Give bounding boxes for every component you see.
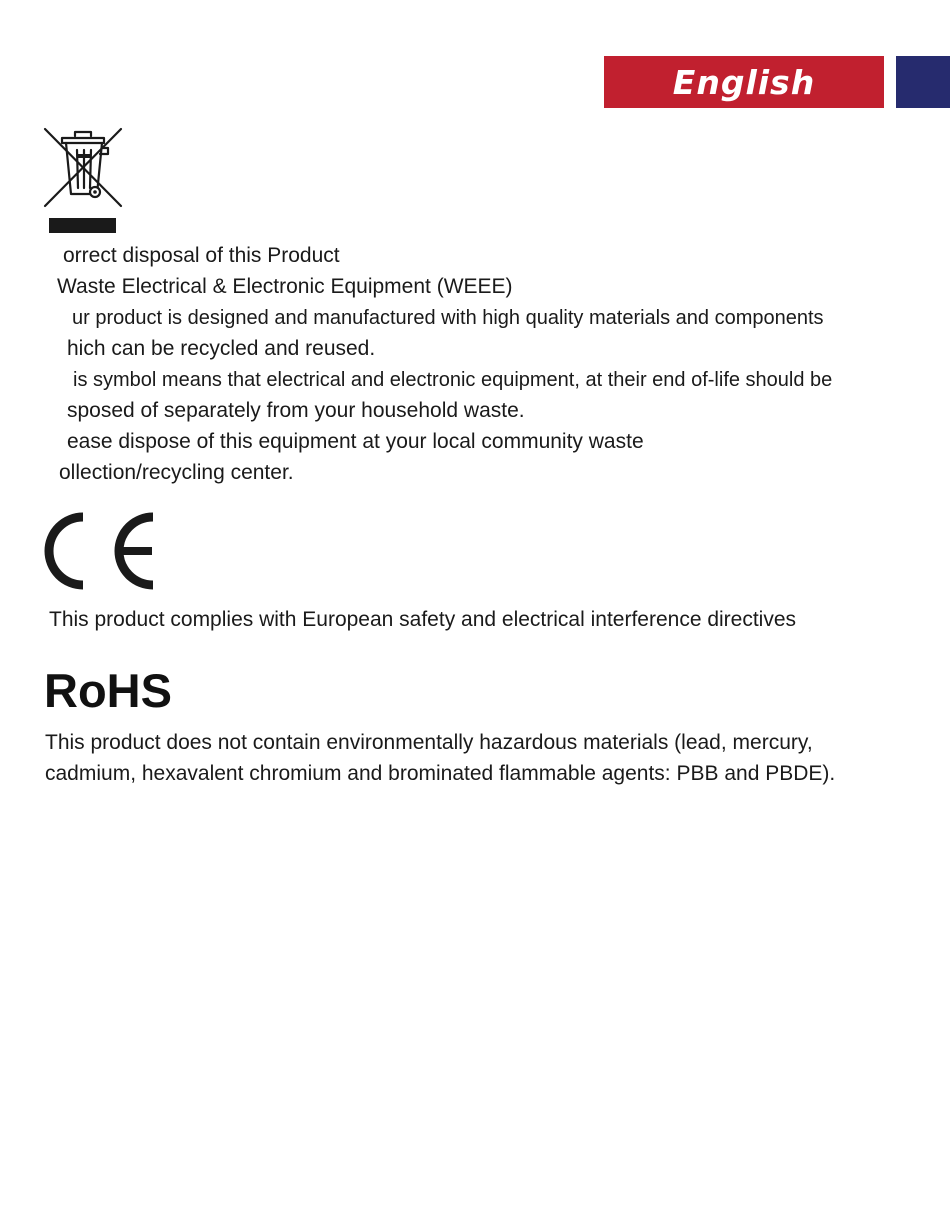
language-label: English (672, 62, 816, 102)
weee-line: ollection/recycling center. (59, 461, 294, 484)
weee-line: Waste Electrical & Electronic Equipment (WEEE) (57, 275, 513, 298)
language-tab (604, 56, 884, 108)
weee-line: orrect disposal of this Product (63, 244, 340, 267)
weee-line: sposed of separately from your household waste. (67, 399, 525, 422)
ce-statement: This product complies with European safety and electrical interference directives (49, 608, 797, 631)
rohs-line: cadmium, hexavalent chromium and brominated flammable agents: PBB and PBDE). (45, 762, 836, 785)
ce-mark-icon (40, 509, 158, 593)
rohs-line: This product does not contain environmentally hazardous materials (lead, mercury, (45, 731, 813, 754)
weee-line: ease dispose of this equipment at your local community waste (67, 430, 644, 453)
header-accent-block (896, 56, 950, 108)
rohs-heading: RoHS (44, 664, 172, 717)
crossed-out-wheelie-bin-icon (42, 126, 124, 236)
weee-line: is symbol means that electrical and electronic equipment, at their end of-life should be (73, 369, 833, 391)
weee-line: hich can be recycled and reused. (67, 337, 376, 360)
weee-line: ur product is designed and manufactured with high quality materials and components (72, 307, 824, 329)
